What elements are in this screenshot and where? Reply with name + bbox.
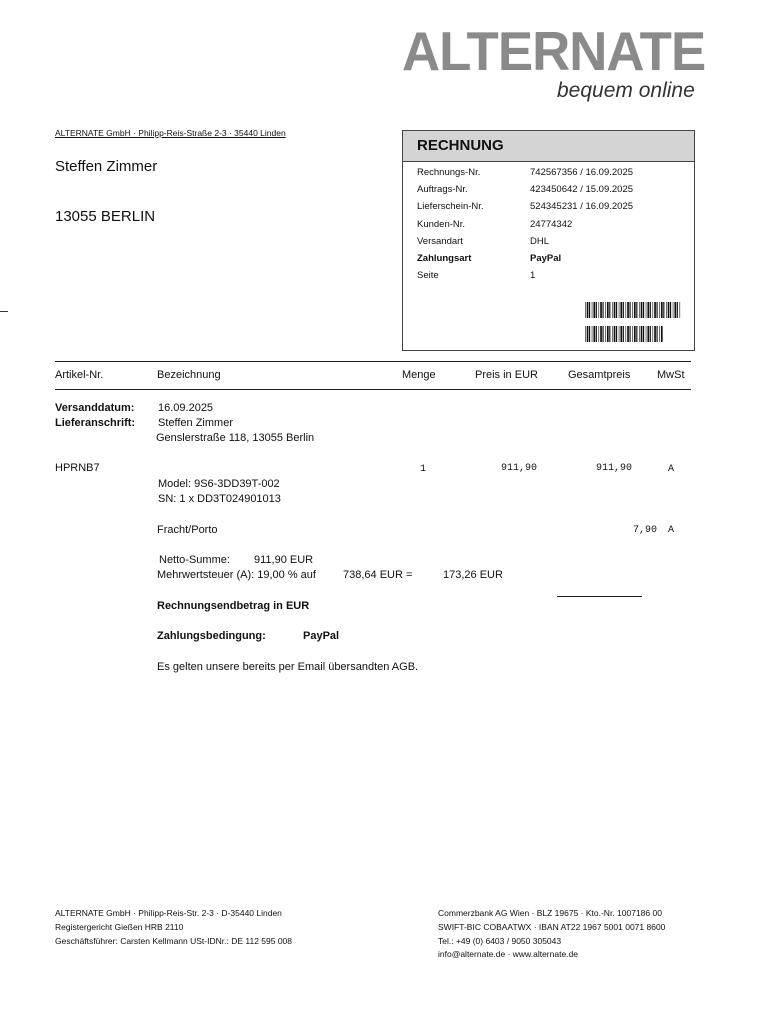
item-unit-price: 911,90 bbox=[501, 463, 538, 474]
item-vat-code: A bbox=[668, 464, 675, 475]
sender-address-line: ALTERNATE GmbH · Philipp-Reis-Straße 2-3 · 35440 Linden bbox=[55, 128, 286, 138]
customer-number-label: Kunden-Nr. bbox=[417, 219, 466, 230]
header-total-price: Gesamtpreis bbox=[568, 369, 631, 381]
vat-amount: 173,26 EUR bbox=[443, 569, 503, 581]
header-quantity: Menge bbox=[402, 369, 436, 381]
delivery-address-street: Genslerstraße 118, 13055 Berlin bbox=[156, 432, 315, 444]
total-underline bbox=[557, 596, 642, 597]
fold-mark bbox=[0, 311, 8, 312]
brand-logo: ALTERNATE bbox=[402, 20, 706, 82]
footer-management: Geschäftsführer: Carsten Kellmann USt-IDNr.: DE 112 595 008 bbox=[55, 936, 293, 946]
order-number-label: Auftrags-Nr. bbox=[417, 184, 468, 195]
final-amount-label: Rechnungsendbetrag in EUR bbox=[157, 600, 310, 612]
table-top-rule bbox=[55, 361, 691, 362]
recipient-name: Steffen Zimmer bbox=[55, 158, 158, 175]
customer-number-value: 24774342 bbox=[530, 219, 573, 230]
footer-phone: Tel.: +49 (0) 6403 / 9050 305043 bbox=[438, 936, 562, 946]
delivery-address-name: Steffen Zimmer bbox=[158, 417, 233, 429]
delivery-note-label: Lieferschein-Nr. bbox=[417, 201, 484, 212]
table-header-rule bbox=[55, 389, 691, 390]
vat-label: Mehrwertsteuer (A): 19,00 % auf bbox=[157, 569, 316, 581]
recipient-city: 13055 BERLIN bbox=[55, 208, 156, 225]
shipping-date-label: Versanddatum: bbox=[55, 402, 135, 414]
delivery-note-value: 524345231 / 16.09.2025 bbox=[530, 201, 634, 212]
payment-method-value: PayPal bbox=[530, 253, 562, 264]
footer-bank: Commerzbank AG Wien · BLZ 19675 · Kto.-Nr. 1007186 00 bbox=[438, 908, 662, 918]
invoice-number-value: 742567356 / 16.09.2025 bbox=[530, 167, 634, 178]
freight-label: Fracht/Porto bbox=[157, 524, 218, 536]
footer-company: ALTERNATE GmbH · Philipp-Reis-Str. 2-3 · D-35440 Linden bbox=[55, 908, 282, 918]
item-article-no: HPRNB7 bbox=[55, 462, 100, 474]
item-serial-number: SN: 1 x DD3T024901013 bbox=[158, 493, 281, 505]
order-number-value: 423450642 / 15.09.2025 bbox=[530, 184, 634, 195]
header-unit-price: Preis in EUR bbox=[475, 369, 538, 381]
barcode-bottom bbox=[585, 326, 663, 342]
header-article-no: Artikel-Nr. bbox=[55, 369, 104, 381]
invoice-info-box bbox=[402, 130, 695, 351]
item-model: Model: 9S6-3DD39T-002 bbox=[158, 478, 280, 490]
payment-method-label: Zahlungsart bbox=[417, 253, 472, 264]
footer-contact: info@alternate.de · www.alternate.de bbox=[438, 949, 578, 959]
header-vat: MwSt bbox=[657, 369, 685, 381]
brand-tagline: bequem online bbox=[557, 79, 695, 102]
net-total-label: Netto-Summe: bbox=[159, 554, 230, 566]
terms-text: Es gelten unsere bereits per Email übersandten AGB. bbox=[157, 661, 419, 673]
page-value: 1 bbox=[530, 270, 536, 281]
invoice-number-label: Rechnungs-Nr. bbox=[417, 167, 481, 178]
footer-register: Registergericht Gießen HRB 2110 bbox=[55, 922, 184, 932]
vat-base: 738,64 EUR = bbox=[343, 569, 413, 581]
freight-vat-code: A bbox=[668, 525, 675, 536]
net-total-value: 911,90 EUR bbox=[254, 554, 314, 566]
payment-terms-value: PayPal bbox=[303, 630, 340, 642]
invoice-title: RECHNUNG bbox=[403, 131, 694, 162]
payment-terms-label: Zahlungsbedingung: bbox=[157, 630, 266, 642]
shipping-method-value: DHL bbox=[530, 236, 550, 247]
item-total-price: 911,90 bbox=[596, 463, 633, 474]
freight-amount: 7,90 bbox=[633, 525, 658, 536]
shipping-date-value: 16.09.2025 bbox=[158, 402, 214, 414]
item-quantity: 1 bbox=[420, 464, 427, 475]
header-description: Bezeichnung bbox=[157, 369, 221, 381]
footer-iban: SWIFT-BIC COBAATWX · IBAN AT22 1967 5001 0071 8600 bbox=[438, 922, 666, 932]
page-label: Seite bbox=[417, 270, 439, 281]
shipping-method-label: Versandart bbox=[417, 236, 463, 247]
delivery-address-label: Lieferanschrift: bbox=[55, 417, 136, 429]
barcode-top bbox=[585, 302, 681, 318]
